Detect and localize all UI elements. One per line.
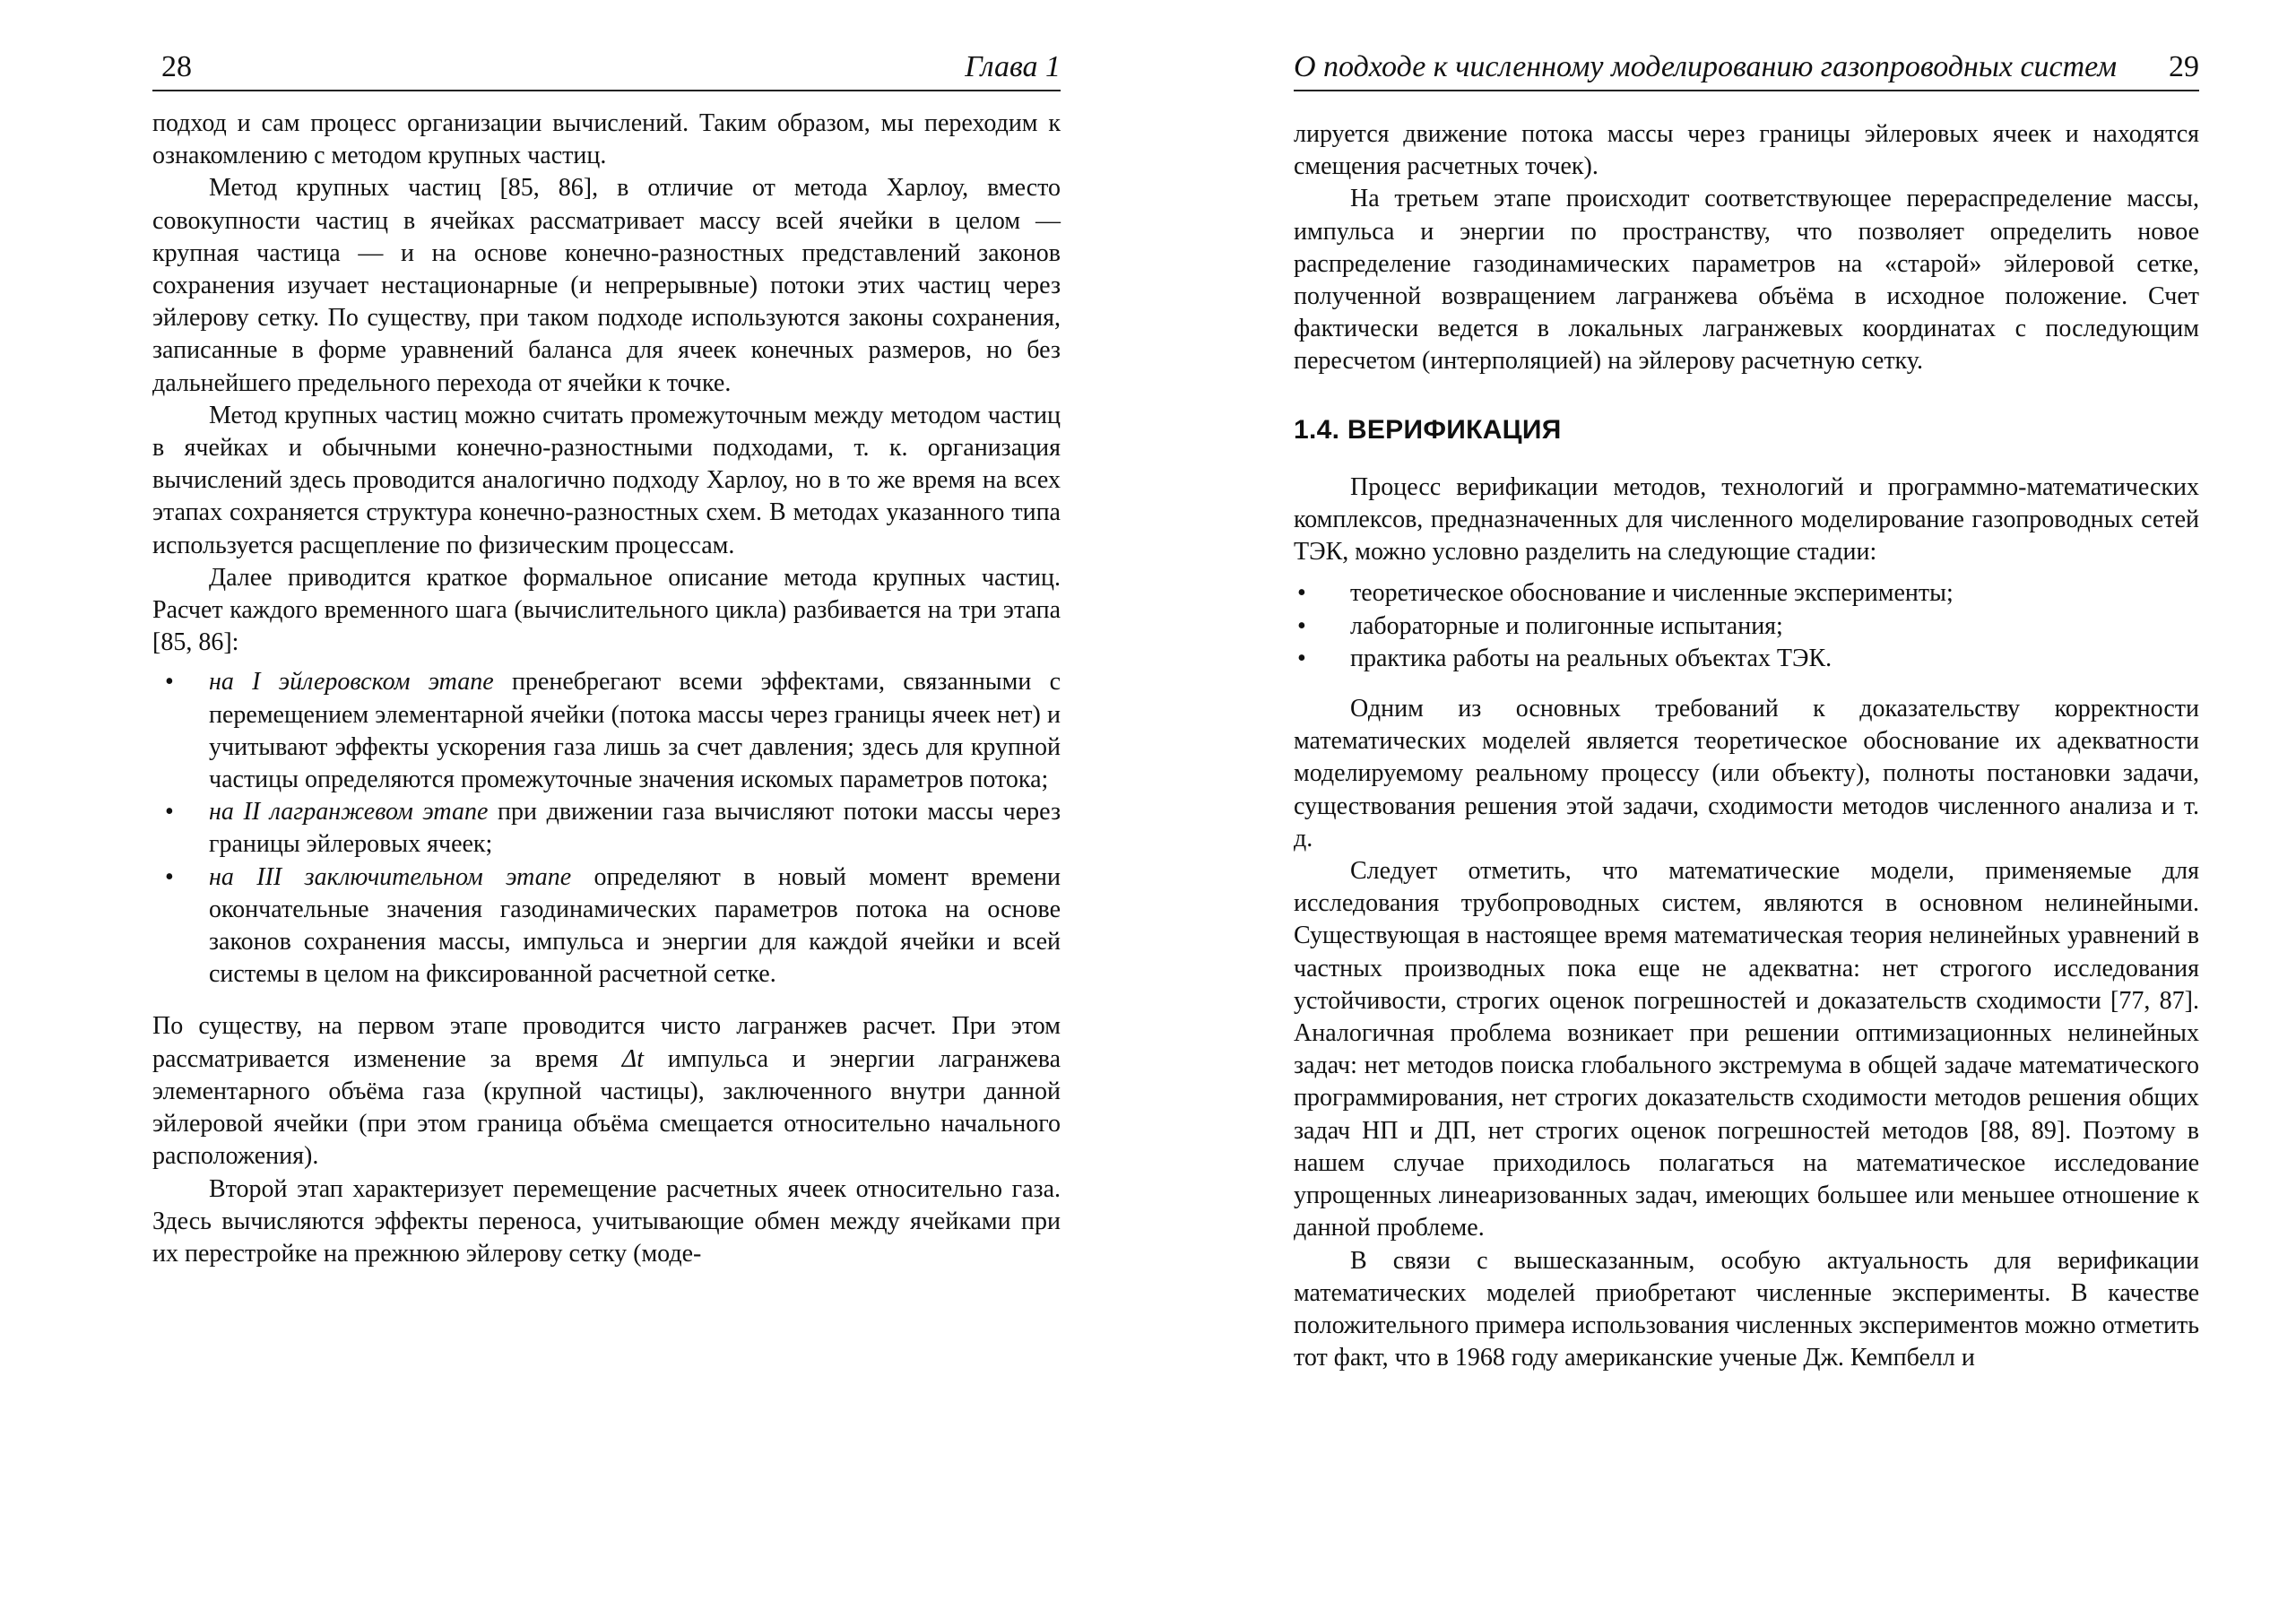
bullet-icon: • — [1297, 579, 1306, 608]
bullet-icon: • — [165, 862, 174, 891]
left-running-header — [152, 36, 1061, 91]
list-item-text: практика работы на реальных объектах ТЭК. — [1350, 644, 1832, 672]
list-item-text: пренебрегают всеми эффектами, связанными с перемещением элементарной ячейки (потока массы через границы ячеек нет) и учитывают эффекты ускорения газа лишь за счет давления; здесь для крупной частицы определяются промежуточные значения искомых параметров потока; — [209, 668, 1061, 794]
verification-stages-list — [1294, 577, 2199, 675]
paragraph: лируется движение потока массы через границы эйлеровых ячеек и находятся смещения расчетных точек). — [1294, 120, 2199, 181]
right-body-text — [1294, 118, 2199, 1374]
paragraph: Одним из основных требований к доказательству корректности математических моделей является теоретическое обоснование их адекватности моделируемому реальному процессу (или объекту), полноты постановки задачи, существования решения этой задачи, сходимости методов численного анализа и т. д. — [1294, 695, 2199, 853]
right-running-title: О подходе к численному моделированию газопроводных систем — [1294, 50, 2118, 83]
left-body-text — [152, 108, 1061, 1270]
paragraph: Метод крупных частиц [85, 86], в отличие от метода Харлоу, вместо совокупности частиц в ячейках рассматривает массу всей ячейки в целом — крупная частица — и на основе конечно-разностных представлений законов сохранения изучает нестационарные (и непрерывные) потоки этих частиц через эйлерову сетку. По существу, при таком подходе используются законы сохранения, записанные в форме уравнений баланса для ячеек конечных размеров, но без дальнейшего предельного перехода от ячейки к точке. — [152, 174, 1061, 397]
list-item-text: при движении газа вычисляют потоки массы через границы эйлеровых ячеек; — [209, 798, 1061, 859]
left-page — [152, 0, 1061, 1610]
paragraph: Второй этап характеризует перемещение расчетных ячеек относительно газа. Здесь вычисляются эффекты переноса, учитывающие обмен между ячейками при их перестройке на прежнюю эйлерову сетку (моде- — [152, 1174, 1061, 1268]
list-item-text: теоретическое обоснование и численные эксперименты; — [1350, 579, 1954, 608]
right-running-header — [1294, 36, 2199, 91]
paragraph: В связи с вышесказанным, особую актуальность для верификации математических моделей приобретают численные эксперименты. В качестве положительного примера использования численных экспериментов можно отметить тот факт, что в 1968 году американские ученые Дж. Кемпбелл и — [1294, 1246, 2199, 1372]
bullet-icon: • — [1297, 611, 1306, 640]
section-heading: 1.4. ВЕРИФИКАЦИЯ — [1294, 414, 1562, 445]
list-item-lead: на II лагранжевом этапе — [209, 798, 489, 827]
bullet-icon: • — [165, 798, 174, 827]
list-item — [1294, 643, 2199, 675]
list-item — [152, 861, 1061, 991]
paragraph: Процесс верификации методов, технологий и программно-математических комплексов, предназначенных для численного моделирование газопроводных сетей ТЭК, можно условно разделить на следующие стадии: — [1294, 472, 2199, 567]
paragraph-part: По существу, на первом этапе проводится чисто лагранжев расчет. При этом рассматривается изменение за время — [152, 1012, 1061, 1073]
paragraph: подход и сам процесс организации вычислений. Таким образом, мы переходим к ознакомлению с методом крупных частиц. — [152, 109, 1061, 170]
paragraph: Далее приводится краткое формальное описание метода крупных частиц. Расчет каждого временного шага (вычислительного цикла) разбивается на три этапа [85, 86]: — [152, 563, 1061, 657]
list-item-text: определяют в новый момент времени окончательные значения газодинамических параметров потока на основе законов сохранения массы, импульса и энергии для каждой ячейки и всей системы в целом на фиксированной расчетной сетке. — [209, 862, 1061, 989]
paragraph-part: импульса и энергии лагранжева элементарного объёма газа (крупной частицы), заключенного внутри данной эйлеровой ячейки (при этом граница объёма смещается относительно начального расположения). — [152, 1044, 1061, 1171]
bullet-icon: • — [1297, 644, 1306, 672]
right-page-number: 29 — [2169, 50, 2199, 83]
stages-list — [152, 666, 1061, 991]
list-item — [1294, 610, 2199, 643]
left-page-number: 28 — [161, 50, 192, 83]
right-page — [1294, 0, 2199, 1610]
list-item-lead: на III заключительном этапе — [209, 862, 572, 891]
paragraph: Следует отметить, что математические модели, применяемые для исследования трубопроводных систем, являются в основном нелинейными. Существующая в настоящее время математическая теория нелинейных уравнений в частных производных пока еще не адекватна: нет строгого исследования устойчивости, строгих оценок погрешностей и доказательств сходимости [77, 87]. Аналогичная проблема возникает при решении оптимизационных нелинейных задач: нет методов поиска глобального экстремума в общей задаче математического программирования, нет строгих доказательств сходимости методов решения общих задач НП и ДП, нет строгих оценок погрешностей методов [88, 89]. Поэтому в нашем случае приходилось полагаться на математическое исследование упрощенных линеаризованных задач, имеющих большее или меньшее отношение к данной проблеме. — [1294, 857, 2199, 1242]
list-item — [1294, 577, 2199, 610]
paragraph: На третьем этапе происходит соответствующее перераспределение массы, импульса и энергии по пространству, что позволяет определить новое распределение газодинамических параметров на «старой» эйлеровой сетке, полученной возвращением лагранжева объёма в исходное положение. Счет фактически ведется в локальных лагранжевых координатах с последующим пересчетом (интерполяцией) на эйлерову расчетную сетку. — [1294, 185, 2199, 376]
delta-t-symbol: Δt — [621, 1044, 644, 1073]
paragraph: Метод крупных частиц можно считать промежуточным между методом частиц в ячейках и обычными конечно-разностными подходами, т. к. организация вычислений здесь проводится аналогично подходу Харлоу, но в то же время на всех этапах сохраняется структура конечно-разностных схем. В методах указанного типа используется расщепление по физическим процессам. — [152, 401, 1061, 559]
list-item — [152, 666, 1061, 796]
paragraph — [152, 1010, 1061, 1173]
list-item-text: лабораторные и полигонные испытания; — [1350, 611, 1783, 640]
list-item-lead: на I эйлеровском этапе — [209, 668, 494, 697]
list-item — [152, 796, 1061, 861]
left-running-title: Глава 1 — [965, 50, 1061, 83]
bullet-icon: • — [165, 668, 174, 697]
